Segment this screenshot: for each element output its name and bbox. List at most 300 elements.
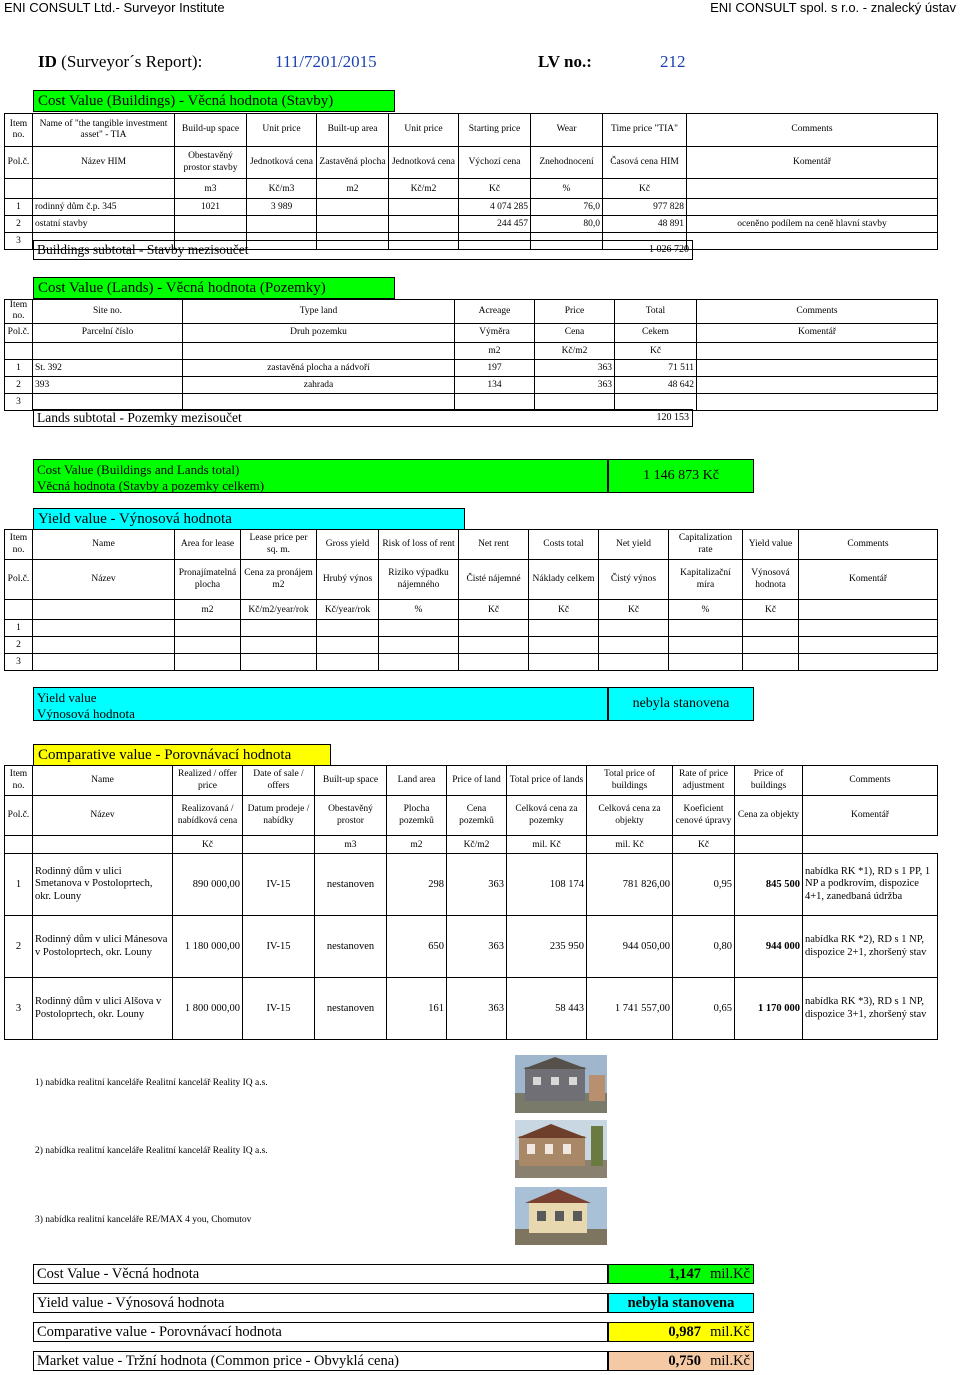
row-area <box>455 393 535 410</box>
row-name: Rodinný dům v ulici Alšova v Postoloprtech, okr. Louny <box>33 978 173 1040</box>
buildings-en-col-5: Unit price <box>389 114 459 147</box>
yield-cz-col-3: Cena za pronájem m2 <box>241 560 317 600</box>
lands-en-col-2: Type land <box>183 300 455 324</box>
yield-unit-0: m2 <box>175 600 241 620</box>
row-total-building: 781 826,00 <box>587 854 673 916</box>
yield-cz-col-0: Pol.č. <box>5 560 33 600</box>
comparative-cz-col-4: Obestavěný prostor <box>315 796 387 836</box>
cost-total-label <box>33 459 608 493</box>
row-comment: oceněno podílem na ceně hlavní stavby <box>687 216 938 233</box>
buildings-cz-col-1: Název HIM <box>33 147 175 179</box>
comparative-cz-col-10: Cena za objekty <box>735 796 803 836</box>
lands-cz-col-0: Pol.č. <box>5 323 33 342</box>
buildings-unit-empty <box>33 179 175 199</box>
row-cell <box>669 654 743 671</box>
row-area: 134 <box>455 376 535 393</box>
row-site <box>33 393 183 410</box>
row-cell <box>379 654 459 671</box>
yield-table <box>4 529 938 671</box>
comparative-unit-3: Kč/m2 <box>447 836 507 854</box>
row-cell <box>317 637 379 654</box>
row-no: 1 <box>5 359 33 376</box>
yield-cz-col-5: Riziko výpadku nájemného <box>379 560 459 600</box>
summary-value-box <box>608 1351 754 1371</box>
buildings-cz-col-4: Zastavěná plocha <box>317 147 389 179</box>
row-comment <box>687 233 938 250</box>
report-id-label: ID (Surveyor´s Report): <box>38 52 203 71</box>
row-type: zastavěná plocha a nádvoří <box>183 359 455 376</box>
row-type <box>183 393 455 410</box>
yield-unit-7: % <box>669 600 743 620</box>
comparative-en-col-3: Date of sale / offers <box>243 766 315 796</box>
comparative-unit-empty <box>5 836 33 854</box>
row-cell <box>743 654 799 671</box>
table-row <box>5 216 938 233</box>
row-comment <box>697 393 938 410</box>
lands-en-col-6: Comments <box>697 300 938 324</box>
row-no: 3 <box>5 654 33 671</box>
row-coefficient: 0,95 <box>673 854 735 916</box>
row-cell <box>33 654 175 671</box>
buildings-en-col-0: Item no. <box>5 114 33 147</box>
yield-en-col-10: Yield value <box>743 530 799 560</box>
report-id-label-text: (Surveyor´s Report): <box>61 52 203 71</box>
row-price: 363 <box>535 359 615 376</box>
row-start: 4 074 285 <box>459 199 531 216</box>
yield-result-label <box>33 687 608 721</box>
row-type: zahrada <box>183 376 455 393</box>
comparative-en-col-5: Land area <box>387 766 447 796</box>
row-cell <box>317 620 379 637</box>
lands-unit-empty <box>33 342 183 359</box>
yield-unit-empty <box>5 600 33 620</box>
row-no: 2 <box>5 376 33 393</box>
row-total <box>615 393 697 410</box>
comparative-table <box>4 765 938 1040</box>
comparative-cz-col-11: Komentář <box>803 796 938 836</box>
row-comment: nabídka RK *3), RD s 1 NP, dispozice 3+1, zhoršený stav <box>803 978 938 1040</box>
row-cell <box>529 654 599 671</box>
comparative-en-col-0: Item no. <box>5 766 33 796</box>
comparative-en-col-9: Rate of price adjustment <box>673 766 735 796</box>
row-total-land: 108 174 <box>507 854 587 916</box>
buildings-title: Cost Value (Buildings) - Věcná hodnota (Stavby) <box>33 90 395 112</box>
row-cell <box>599 654 669 671</box>
row-cell <box>599 620 669 637</box>
row-no: 3 <box>5 233 33 250</box>
yield-unit-3: % <box>379 600 459 620</box>
lands-cz-col-6: Komentář <box>697 323 938 342</box>
lands-unit-empty <box>697 342 938 359</box>
cost-total-label-cz: Věcná hodnota (Stavby a pozemky celkem) <box>37 478 265 494</box>
row-unit-price: 3 989 <box>247 199 317 216</box>
summary-label: Market value - Tržní hodnota (Common price - Obvyklá cena) <box>33 1351 608 1371</box>
photo-3 <box>515 1187 607 1245</box>
row-cell <box>743 620 799 637</box>
lands-unit-0: m2 <box>455 342 535 359</box>
lv-value: 212 <box>660 52 686 71</box>
yield-en-col-8: Net yield <box>599 530 669 560</box>
comparative-unit-4: mil. Kč <box>507 836 587 854</box>
buildings-en-col-4: Built-up area <box>317 114 389 147</box>
yield-cz-col-9: Kapitalizační míra <box>669 560 743 600</box>
table-row <box>5 620 938 637</box>
yield-unit-2: Kč/year/rok <box>317 600 379 620</box>
buildings-subtotal <box>33 240 693 260</box>
yield-cz-col-6: Čisté nájemné <box>459 560 529 600</box>
lands-unit-2: Kč <box>615 342 697 359</box>
row-cell <box>317 654 379 671</box>
yield-unit-5: Kč <box>529 600 599 620</box>
row-price: 1 800 000,00 <box>173 978 243 1040</box>
lands-cz-col-1: Parcelní číslo <box>33 323 183 342</box>
row-cell <box>459 637 529 654</box>
row-name: Rodinný dům v ulici Smetanova v Postoloprtech, okr. Louny <box>33 854 173 916</box>
lands-unit-empty <box>183 342 455 359</box>
row-area: 197 <box>455 359 535 376</box>
row-unit-price <box>247 216 317 233</box>
row-comment <box>697 359 938 376</box>
lands-table <box>4 299 938 411</box>
row-no: 1 <box>5 620 33 637</box>
row-name: ostatní stavby <box>33 216 175 233</box>
yield-result-label-en: Yield value <box>37 690 97 705</box>
comparative-en-col-7: Total price of lands <box>507 766 587 796</box>
yield-unit-1: Kč/m2/year/rok <box>241 600 317 620</box>
comparative-en-col-10: Price of buildings <box>735 766 803 796</box>
comparative-unit-5: mil. Kč <box>587 836 673 854</box>
row-cell <box>33 620 175 637</box>
summary-label: Yield value - Výnosová hodnota <box>33 1293 608 1313</box>
comparative-unit-empty <box>243 836 315 854</box>
note-3: 3) nabídka realitní kanceláře RE/MAX 4 you, Chomutov <box>35 1215 252 1225</box>
table-row <box>5 376 938 393</box>
buildings-unit-empty <box>687 179 938 199</box>
comparative-cz-col-0: Pol.č. <box>5 796 33 836</box>
note-2: 2) nabídka realitní kanceláře Realitní kancelář Reality IQ a.s. <box>35 1146 268 1156</box>
summary-value-box <box>608 1322 754 1342</box>
yield-cz-col-11: Komentář <box>799 560 938 600</box>
comparative-en-col-4: Built-up space <box>315 766 387 796</box>
summary-value: 0,987 <box>668 1324 701 1340</box>
header-right: ENI CONSULT spol. s r.o. - znalecký ústav <box>710 0 956 15</box>
comparative-cz-col-2: Realizovaná / nabídková cena <box>173 796 243 836</box>
row-total: 71 511 <box>615 359 697 376</box>
comparative-title: Comparative value - Porovnávací hodnota <box>33 744 331 766</box>
summary-unit: mil.Kč <box>710 1353 750 1369</box>
lands-subtotal-label: Lands subtotal - Pozemky mezisoučet <box>37 410 242 425</box>
yield-en-col-7: Costs total <box>529 530 599 560</box>
row-price <box>535 393 615 410</box>
photo-2 <box>515 1120 607 1178</box>
row-area <box>317 216 389 233</box>
yield-cz-col-2: Pronajímatelná plocha <box>175 560 241 600</box>
comparative-en-col-1: Name <box>33 766 173 796</box>
photo-1 <box>515 1055 607 1113</box>
row-no: 3 <box>5 393 33 410</box>
row-cell <box>669 620 743 637</box>
comparative-en-col-2: Realized / offer price <box>173 766 243 796</box>
row-cell <box>799 620 938 637</box>
buildings-en-col-7: Wear <box>531 114 603 147</box>
cost-total-label-en: Cost Value (Buildings and Lands total) <box>37 462 240 477</box>
row-time: 48 891 <box>603 216 687 233</box>
lands-unit-1: Kč/m2 <box>535 342 615 359</box>
yield-en-col-11: Comments <box>799 530 938 560</box>
summary-unit: mil.Kč <box>710 1266 750 1282</box>
row-coefficient: 0,80 <box>673 916 735 978</box>
comparative-cz-col-5: Plocha pozemků <box>387 796 447 836</box>
row-cell <box>599 637 669 654</box>
row-cell <box>379 620 459 637</box>
row-price: 363 <box>535 376 615 393</box>
yield-en-col-1: Name <box>33 530 175 560</box>
yield-unit-4: Kč <box>459 600 529 620</box>
buildings-cz-col-3: Jednotková cena <box>247 147 317 179</box>
row-land-price: 363 <box>447 978 507 1040</box>
buildings-unit-4: Kč <box>459 179 531 199</box>
comparative-unit-empty <box>33 836 173 854</box>
row-cell <box>241 654 317 671</box>
comparative-en-col-8: Total price of buildings <box>587 766 673 796</box>
report-id-value: 111/7201/2015 <box>275 52 377 71</box>
yield-en-col-5: Risk of loss of rent <box>379 530 459 560</box>
buildings-unit-5: % <box>531 179 603 199</box>
row-price-building: 1 170 000 <box>735 978 803 1040</box>
summary-value: 1,147 <box>668 1266 701 1282</box>
note-1: 1) nabídka realitní kanceláře Realitní kancelář Reality IQ a.s. <box>35 1078 268 1088</box>
buildings-unit-empty <box>5 179 33 199</box>
row-total: 48 642 <box>615 376 697 393</box>
buildings-en-col-8: Time price "TIA" <box>603 114 687 147</box>
row-site: St. 392 <box>33 359 183 376</box>
row-price: 890 000,00 <box>173 854 243 916</box>
row-price: 1 180 000,00 <box>173 916 243 978</box>
row-site: 393 <box>33 376 183 393</box>
yield-unit-6: Kč <box>599 600 669 620</box>
yield-result-value: nebyla stanovena <box>608 687 754 721</box>
house-photo-2-icon <box>515 1120 607 1178</box>
row-date: IV-15 <box>243 978 315 1040</box>
header-left: ENI CONSULT Ltd.- Surveyor Institute <box>4 0 225 15</box>
row-cell <box>529 620 599 637</box>
table-row <box>5 978 938 1040</box>
row-total-land: 58 443 <box>507 978 587 1040</box>
summary-label: Cost Value - Věcná hodnota <box>33 1264 608 1284</box>
yield-cz-col-8: Čistý výnos <box>599 560 669 600</box>
row-price-building: 944 000 <box>735 916 803 978</box>
buildings-unit-6: Kč <box>603 179 687 199</box>
row-no: 2 <box>5 916 33 978</box>
table-row <box>5 359 938 376</box>
comparative-cz-col-7: Celková cena za pozemky <box>507 796 587 836</box>
comparative-unit-0: Kč <box>173 836 243 854</box>
row-no: 1 <box>5 854 33 916</box>
lands-cz-col-3: Výměra <box>455 323 535 342</box>
row-coefficient: 0,65 <box>673 978 735 1040</box>
comparative-unit-empty <box>735 836 803 854</box>
row-cell <box>669 637 743 654</box>
buildings-unit-0: m3 <box>175 179 247 199</box>
row-space: 1021 <box>175 199 247 216</box>
row-wear: 76,0 <box>531 199 603 216</box>
yield-en-col-9: Capitalization rate <box>669 530 743 560</box>
lands-title: Cost Value (Lands) - Věcná hodnota (Pozemky) <box>33 277 395 299</box>
buildings-table <box>4 113 938 250</box>
table-row <box>5 854 938 916</box>
buildings-cz-col-8: Časová cena HIM <box>603 147 687 179</box>
yield-cz-col-7: Náklady celkem <box>529 560 599 600</box>
yield-title: Yield value - Výnosová hodnota <box>33 508 465 530</box>
row-no: 1 <box>5 199 33 216</box>
row-cell <box>175 620 241 637</box>
summary-value-box <box>608 1293 754 1313</box>
row-space: nestanoven <box>315 854 387 916</box>
buildings-subtotal-label: Buildings subtotal - Stavby mezisoučet <box>37 242 249 257</box>
table-row <box>5 393 938 410</box>
buildings-subtotal-value: 1 026 720 <box>649 244 689 255</box>
house-photo-1-icon <box>515 1055 607 1113</box>
yield-unit-8: Kč <box>743 600 799 620</box>
row-space <box>175 216 247 233</box>
yield-cz-col-10: Výnosová hodnota <box>743 560 799 600</box>
yield-en-col-2: Area for lease <box>175 530 241 560</box>
summary-value: nebyla stanovena <box>627 1295 735 1311</box>
buildings-cz-col-9: Komentář <box>687 147 938 179</box>
buildings-unit-3: Kč/m2 <box>389 179 459 199</box>
yield-unit-empty <box>799 600 938 620</box>
row-comment <box>687 199 938 216</box>
lands-en-col-4: Price <box>535 300 615 324</box>
row-cell <box>175 654 241 671</box>
yield-en-col-4: Gross yield <box>317 530 379 560</box>
row-comment <box>697 376 938 393</box>
buildings-en-col-3: Unit price <box>247 114 317 147</box>
buildings-cz-col-0: Pol.č. <box>5 147 33 179</box>
summary-label: Comparative value - Porovnávací hodnota <box>33 1322 608 1342</box>
lands-subtotal <box>33 409 693 427</box>
buildings-cz-col-6: Výchozí cena <box>459 147 531 179</box>
house-photo-3-icon <box>515 1187 607 1245</box>
buildings-cz-col-5: Jednotková cena <box>389 147 459 179</box>
lands-en-col-0: Item no. <box>5 300 33 324</box>
yield-cz-col-4: Hrubý výnos <box>317 560 379 600</box>
yield-result-label-cz: Výnosová hodnota <box>37 706 135 722</box>
row-start: 244 457 <box>459 216 531 233</box>
lands-cz-col-2: Druh pozemku <box>183 323 455 342</box>
lands-en-col-5: Total <box>615 300 697 324</box>
row-land: 298 <box>387 854 447 916</box>
summary-unit: mil.Kč <box>710 1324 750 1340</box>
table-row <box>5 654 938 671</box>
yield-en-col-3: Lease price per sq. m. <box>241 530 317 560</box>
row-time: 977 828 <box>603 199 687 216</box>
row-space: nestanoven <box>315 978 387 1040</box>
comparative-unit-2: m2 <box>387 836 447 854</box>
row-no: 2 <box>5 637 33 654</box>
row-total-land: 235 950 <box>507 916 587 978</box>
lands-en-col-3: Acreage <box>455 300 535 324</box>
buildings-unit-1: Kč/m3 <box>247 179 317 199</box>
table-row <box>5 916 938 978</box>
yield-en-col-0: Item no. <box>5 530 33 560</box>
row-unit-price-2 <box>389 199 459 216</box>
comparative-cz-col-8: Celková cena za objekty <box>587 796 673 836</box>
comparative-cz-col-9: Koeficient cenové úpravy <box>673 796 735 836</box>
comparative-unit-6: Kč <box>673 836 735 854</box>
yield-unit-empty <box>33 600 175 620</box>
lands-subtotal-value: 120 153 <box>656 412 689 423</box>
row-price-building: 845 500 <box>735 854 803 916</box>
summary-value: 0,750 <box>668 1353 701 1369</box>
lands-cz-col-5: Cekem <box>615 323 697 342</box>
comparative-unit-1: m3 <box>315 836 387 854</box>
lands-en-col-1: Site no. <box>33 300 183 324</box>
row-cell <box>33 637 175 654</box>
table-row <box>5 199 938 216</box>
comparative-cz-col-1: Název <box>33 796 173 836</box>
row-no: 3 <box>5 978 33 1040</box>
row-land: 650 <box>387 916 447 978</box>
comparative-en-col-6: Price of land <box>447 766 507 796</box>
row-cell <box>799 637 938 654</box>
buildings-en-col-6: Starting price <box>459 114 531 147</box>
row-space: nestanoven <box>315 916 387 978</box>
buildings-en-col-9: Comments <box>687 114 938 147</box>
row-date: IV-15 <box>243 916 315 978</box>
lands-cz-col-4: Cena <box>535 323 615 342</box>
buildings-en-col-1: Name of "the tangible investment asset" - TIA <box>33 114 175 147</box>
row-name: Rodinný dům v ulici Mánesova v Postoloprtech, okr. Louny <box>33 916 173 978</box>
row-cell <box>529 637 599 654</box>
table-row <box>5 637 938 654</box>
yield-en-col-6: Net rent <box>459 530 529 560</box>
row-land-price: 363 <box>447 916 507 978</box>
cost-total-value: 1 146 873 Kč <box>608 459 754 493</box>
row-total-building: 944 050,00 <box>587 916 673 978</box>
buildings-en-col-2: Build-up space <box>175 114 247 147</box>
row-unit-price-2 <box>389 216 459 233</box>
comparative-cz-col-3: Datum prodeje / nabídky <box>243 796 315 836</box>
row-cell <box>799 654 938 671</box>
row-area <box>317 199 389 216</box>
lands-unit-empty <box>5 342 33 359</box>
row-cell <box>379 637 459 654</box>
buildings-cz-col-7: Znehodnocení <box>531 147 603 179</box>
buildings-unit-2: m2 <box>317 179 389 199</box>
row-total-building: 1 741 557,00 <box>587 978 673 1040</box>
row-comment: nabídka RK *2), RD s 1 NP, dispozice 2+1, zhoršený stav <box>803 916 938 978</box>
lv-label: LV no.: <box>538 52 592 71</box>
comparative-en-col-11: Comments <box>803 766 938 796</box>
row-cell <box>241 637 317 654</box>
row-cell <box>459 620 529 637</box>
row-land: 161 <box>387 978 447 1040</box>
buildings-cz-col-2: Obestavěný prostor stavby <box>175 147 247 179</box>
row-cell <box>175 637 241 654</box>
row-land-price: 363 <box>447 854 507 916</box>
row-no: 2 <box>5 216 33 233</box>
row-date: IV-15 <box>243 854 315 916</box>
row-name: rodinný dům č.p. 345 <box>33 199 175 216</box>
row-comment: nabídka RK *1), RD s 1 PP, 1 NP a podkrovím, dispozice 4+1, zanedbaná údržba <box>803 854 938 916</box>
row-wear: 80,0 <box>531 216 603 233</box>
yield-cz-col-1: Název <box>33 560 175 600</box>
row-cell <box>459 654 529 671</box>
summary-value-box <box>608 1264 754 1284</box>
row-cell <box>241 620 317 637</box>
row-cell <box>743 637 799 654</box>
